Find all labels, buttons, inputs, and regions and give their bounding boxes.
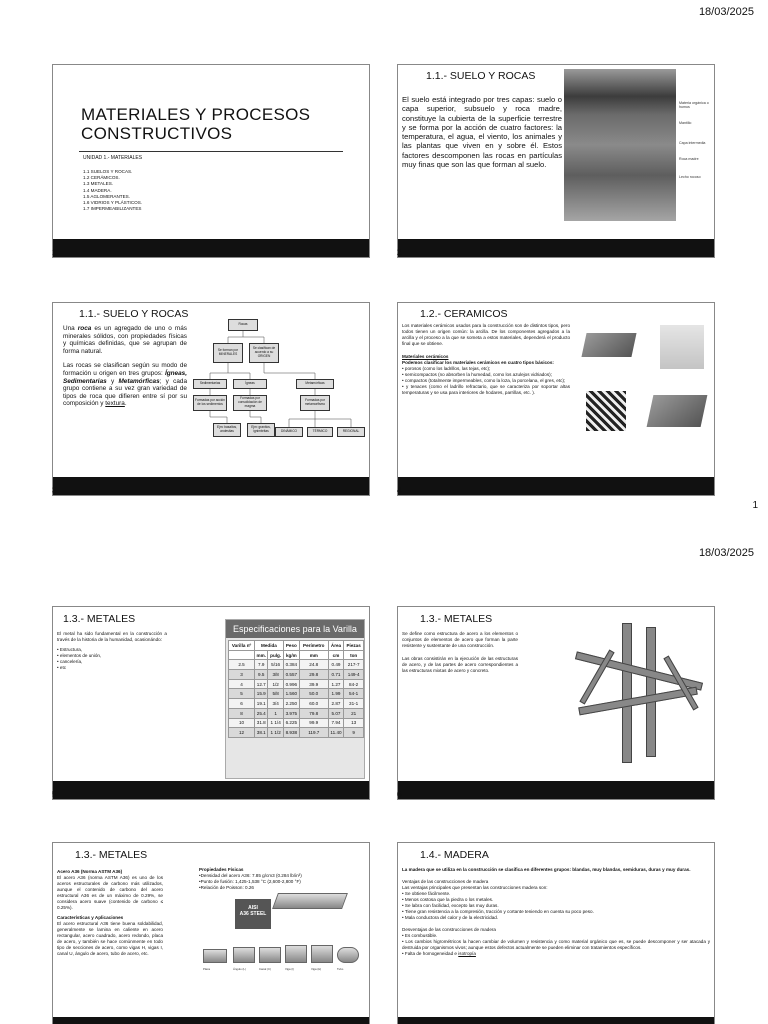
table-cell: 0.71 bbox=[328, 670, 344, 680]
slide-4-title: 1.2.- CERAMICOS bbox=[420, 308, 508, 320]
tree-root: Rocas bbox=[228, 319, 258, 331]
slide-5-body: El metal ha sido fundamental en la construcción a través de la historia de la humanidad, ocasionándo: • Estructura, • elementos de unión, • cancelería, • etc bbox=[57, 631, 167, 671]
steel-column bbox=[622, 623, 632, 763]
table-cell: 2.250 bbox=[283, 699, 299, 709]
slide-4 bbox=[397, 302, 715, 496]
table-cell: 54-1 bbox=[344, 689, 364, 699]
table-cell: 31.8 bbox=[255, 718, 268, 728]
table-row bbox=[229, 679, 364, 689]
table-cell: 15.9 bbox=[255, 689, 268, 699]
table-header-row bbox=[229, 650, 364, 660]
table-cell: 7.9 bbox=[255, 660, 268, 670]
table-title: Especificaciones para la Varilla bbox=[226, 620, 364, 638]
profile-label: Viga (H) bbox=[311, 967, 322, 971]
table-cell: 39.9 bbox=[299, 679, 328, 689]
slide-number: 2 bbox=[397, 248, 402, 257]
tree-node: DINÁMICO bbox=[275, 427, 303, 437]
refractory-brick-image bbox=[647, 395, 708, 427]
tree-node: Ejm: basaltos, andesitas bbox=[213, 423, 241, 437]
table-cell: 1/2 bbox=[268, 679, 283, 689]
table-cell: 0.49 bbox=[328, 660, 344, 670]
table-cell: ton bbox=[344, 650, 364, 660]
table-cell: 9 bbox=[344, 728, 364, 738]
ceramic-sheet-image bbox=[660, 325, 704, 369]
topic-list: 1.1 SUELOS Y ROCAS. 1.2 CERÁMICOS. 1.3 METALES. 1.4 MADERA. 1.5 AGLOMERANTES. 1.6 VIDRIOS Y PLÁSTICOS. 1.7 IMPERMEABILIZANTES bbox=[83, 169, 143, 212]
table-cell: 2.5 bbox=[229, 660, 255, 670]
table-header: Varilla nº bbox=[229, 641, 255, 651]
table-cell: 11.40 bbox=[328, 728, 344, 738]
table-cell: 79.8 bbox=[299, 708, 328, 718]
slide-8 bbox=[397, 842, 715, 1024]
tree-node: Formadas por consolidación de magma bbox=[233, 395, 267, 411]
table-cell: 29.8 bbox=[299, 670, 328, 680]
soil-label: Capa intermedia bbox=[679, 141, 706, 145]
slide-number: 4 bbox=[397, 486, 402, 495]
table-cell: 0.557 bbox=[283, 670, 299, 680]
table-cell: 5 bbox=[229, 689, 255, 699]
profile-label: Canal (C) bbox=[259, 967, 271, 971]
table-cell: mm. bbox=[255, 650, 268, 660]
slide-3-title: 1.1.- SUELO Y ROCAS bbox=[79, 308, 189, 320]
steel-profile-image bbox=[311, 945, 333, 963]
slide-6-body: Se define como estructura de acero a los elementos o conjuntos de elementos de acero que forman la parte resistente y sustentante de una construcción. Las obras consistirán en la ejecución de las estructuras de acero, y de las partes de acero correspondientes a las estructuras mixtas de acero y concreto. bbox=[402, 631, 518, 673]
soil-label: Lecho rocoso bbox=[679, 175, 701, 179]
steel-beam bbox=[578, 687, 698, 716]
table-header: Medida bbox=[255, 641, 284, 651]
slide-4-body: Los materiales cerámicos usados para la construcción son de distintos tipos, pero todos tienen un origen común: la arcilla. De los componentes agregados a la arcilla y el proceso a la que se someta a estos materiales, dependerá el producto final que se obtiene. Materiales cerámicos Podemos clasificar los materiales cerámicos en cuatro tipos básicos: • porosos (como los ladrillos, las tejas, etc); • semicompactos (no absorben la humedad, como los azulejos vidriados); • compactos (totalmente impermeables, como la loza, la porcelana, el gres, etc); • y tenaces (como el ladrillo refractario, que se caracteriza por soportar altas temperaturas y se usa para interiores de hodares, parrillas, etc. ). bbox=[402, 323, 570, 396]
slide-number: 6 bbox=[397, 790, 402, 799]
table-cell: 1.99 bbox=[328, 689, 344, 699]
table-header-row bbox=[229, 641, 364, 651]
table-cell: 84-2 bbox=[344, 679, 364, 689]
table-cell: 1 bbox=[268, 708, 283, 718]
tree-node: Formadas por acción de los sedimentos bbox=[193, 395, 227, 411]
table-row bbox=[229, 670, 364, 680]
slide-6-title: 1.3.- METALES bbox=[420, 613, 493, 625]
table-cell: 2.87 bbox=[328, 699, 344, 709]
table-cell: 50.0 bbox=[299, 689, 328, 699]
table-cell: 10 bbox=[229, 718, 255, 728]
table-cell: 6.225 bbox=[283, 718, 299, 728]
ceramic-tile-image bbox=[586, 391, 626, 431]
table-cell: 0.384 bbox=[283, 660, 299, 670]
table-cell: 9.5 bbox=[255, 670, 268, 680]
unit-label: UNIDAD 1.- MATERIALES bbox=[83, 155, 143, 161]
slide-6 bbox=[397, 606, 715, 800]
tree-node: Ígneas bbox=[233, 379, 267, 389]
isotropia-link[interactable]: isotropía bbox=[458, 951, 476, 956]
table-cell: 19.1 bbox=[255, 699, 268, 709]
steel-profile-image bbox=[203, 949, 227, 963]
profile-label: Viga (I) bbox=[285, 967, 294, 971]
table-cell: 5/8 bbox=[268, 689, 283, 699]
slide-number: 1 bbox=[52, 248, 57, 257]
a36-steel-badge: AISI A36 STEEL bbox=[235, 899, 271, 929]
page-date: 18/03/2025 bbox=[698, 6, 754, 18]
slide-footer-bar bbox=[398, 1017, 714, 1024]
table-cell: 3/4 bbox=[268, 699, 283, 709]
table-cell: 4 bbox=[229, 679, 255, 689]
soil-label: Materia orgánica o humus bbox=[679, 101, 709, 109]
brick-image bbox=[581, 333, 636, 357]
table-cell: 8.938 bbox=[283, 728, 299, 738]
table-row bbox=[229, 718, 364, 728]
tree-node: Se forman por MINERALES bbox=[213, 343, 243, 363]
table-cell: 1 1/2 bbox=[268, 728, 283, 738]
table-header: Área bbox=[328, 641, 344, 651]
steel-column bbox=[646, 627, 656, 757]
soil-label: Mantillo bbox=[679, 121, 692, 125]
page-date: 18/03/2025 bbox=[698, 547, 754, 559]
table-cell: 12.7 bbox=[255, 679, 268, 689]
slide-8-title: 1.4.- MADERA bbox=[420, 849, 489, 861]
table-cell: 6 bbox=[229, 699, 255, 709]
slide-footer-bar bbox=[398, 477, 714, 495]
table-cell: 1.560 bbox=[283, 689, 299, 699]
slide-footer-bar bbox=[53, 239, 369, 257]
soil-label: Roca madre bbox=[679, 157, 699, 161]
slide-footer-bar bbox=[53, 781, 369, 799]
slide-5 bbox=[52, 606, 370, 800]
textura-link[interactable]: textura bbox=[105, 400, 125, 408]
slide-7-title: 1.3.- METALES bbox=[75, 849, 148, 861]
slide-7-body: Acero A36 (Norma ASTM A36) El acero A36 (norma ASTM A36) es uno de los aceros estructurales de carbono más utilizados, aunque el contenido de carbono del acero estructural A36 es de un máximo de 0.29%, se considera acero suave (contenido de carbono ≤ 0.25%). Características y Aplicaciones El acero estructural A36 tiene buena soldabilidad, generalmente se lamina en caliente en acero rectangular, acero cuadrado, acero redondo, placa de acero, y también se hace comúnmente en todo tipo de secciones de acero, como vigas H, vigas I, canal U, ángulo de acero, tubo de acero, etc. bbox=[57, 869, 163, 956]
table-header: Perímetro bbox=[299, 641, 328, 651]
steel-profile-image bbox=[337, 947, 359, 963]
page-number: 1 bbox=[752, 500, 758, 511]
slide-2-body: El suelo está integrado por tres capas: suelo o capa superior, subsuelo y roca madre, constituye la cubierta de la superficie terrestre y se forma por la acción de cuatro factores: la temperatura, el agua, el viento, los animales y las plantas que viven en y sobre él. Estos factores descomponen las rocas en partículas muy finas que son las que forman al suelo. bbox=[402, 95, 562, 170]
table-cell: 25.4 bbox=[255, 708, 268, 718]
steel-profile-image bbox=[285, 945, 307, 963]
table-cell bbox=[229, 650, 255, 660]
table-header: Peso bbox=[283, 641, 299, 651]
slide-footer-bar bbox=[398, 781, 714, 799]
table-cell: kg/m bbox=[283, 650, 299, 660]
slide-number: 3 bbox=[52, 486, 57, 495]
soil-layers-image bbox=[564, 69, 676, 221]
tree-node: Ejm: granitos, ignimbritas bbox=[247, 423, 275, 437]
table-row bbox=[229, 660, 364, 670]
table-cell: 1.27 bbox=[328, 679, 344, 689]
profile-label: Tubo bbox=[337, 967, 344, 971]
profile-label: Ángulo (L) bbox=[233, 967, 246, 971]
table-cell: 21 bbox=[344, 708, 364, 718]
table-cell: 24.8 bbox=[299, 660, 328, 670]
steel-beam-image bbox=[272, 893, 348, 909]
table-cell: 119.7 bbox=[299, 728, 328, 738]
table-cell: 38.1 bbox=[255, 728, 268, 738]
slide-2-title: 1.1.- SUELO Y ROCAS bbox=[426, 70, 536, 82]
steel-profile-image bbox=[259, 947, 281, 963]
table-cell: 7.94 bbox=[328, 718, 344, 728]
table-cell: 149-4 bbox=[344, 670, 364, 680]
slide-1-title: MATERIALES Y PROCESOS CONSTRUCTIVOS bbox=[81, 105, 311, 143]
steel-profile-image bbox=[233, 947, 255, 963]
table-cell: 3/8 bbox=[268, 670, 283, 680]
tree-node: REGIONAL bbox=[337, 427, 365, 437]
table-row bbox=[229, 689, 364, 699]
slide-footer-bar bbox=[53, 1017, 369, 1024]
table-cell: 12 bbox=[229, 728, 255, 738]
table-cell: 0.996 bbox=[283, 679, 299, 689]
tree-node: Metamórficas bbox=[296, 379, 334, 389]
table-row bbox=[229, 699, 364, 709]
table-cell: 99.9 bbox=[299, 718, 328, 728]
slide-3-body: Una roca es un agregado de uno o más minerales sólidos, con propiedades físicas y químicas definidas, que se agrupan de forma natural. Las rocas se clasifican según su modo de formación u origen en tres grupos: Ígneas, Sedimentarias y Metamórficas; y cada grupo contiene a su vez gran variedad de tipos de roca que difieren entre sí por su composición y textura. bbox=[63, 325, 187, 408]
table-cell: 217-7 bbox=[344, 660, 364, 670]
table-cell: mm bbox=[299, 650, 328, 660]
spec-table bbox=[228, 640, 364, 738]
table-cell: pulg. bbox=[268, 650, 283, 660]
table-cell: 13 bbox=[344, 718, 364, 728]
slide-2 bbox=[397, 64, 715, 258]
rebar-spec-table bbox=[225, 619, 365, 779]
table-cell: 1 1/4 bbox=[268, 718, 283, 728]
slide-3 bbox=[52, 302, 370, 496]
table-cell: 5/16 bbox=[268, 660, 283, 670]
table-cell: 8 bbox=[229, 708, 255, 718]
table-cell: 3.975 bbox=[283, 708, 299, 718]
tree-node: Se clasifican de acuerdo a su ORIGEN bbox=[249, 343, 279, 363]
table-cell: 31-1 bbox=[344, 699, 364, 709]
slide-5-title: 1.3.- METALES bbox=[63, 613, 136, 625]
profile-label: Placa bbox=[203, 967, 210, 971]
slide-footer-bar bbox=[398, 239, 714, 257]
physical-properties: Propiedades Físicas •Densidad del acero A36: 7.85 g/cm3 (0.284 lb/in³) •Punto de fusión: 1,425-1,538 °C (2,600-2,800 °F) •Relación de Poisson: 0.26 bbox=[199, 867, 302, 890]
tree-node: Sedimentarias bbox=[193, 379, 227, 389]
tree-node: Formadas por metamorfismo bbox=[300, 395, 330, 411]
table-cell: 3 bbox=[229, 670, 255, 680]
tree-connectors bbox=[53, 303, 370, 496]
table-cell: 5.07 bbox=[328, 708, 344, 718]
table-cell: cm bbox=[328, 650, 344, 660]
divider bbox=[79, 151, 343, 152]
table-cell: 60.0 bbox=[299, 699, 328, 709]
slide-number: 5 bbox=[52, 790, 57, 799]
slide-7 bbox=[52, 842, 370, 1024]
slide-8-body: La madera que se utiliza en la construcción se clasifica en diferentes grupos: blandas, muy blandas, semiduras, duras y muy duras. Ventajas de las construcciones de madera Las ventajas principales que presentan las construcciones madera son: • Se obtiene fácilmente. • Menos costosa que la piedra o los metales. • Se labra con facilidad, excepto las muy duras. • Tiene gran resistencia a la compresión, tracción y cortante teniendo en cuenta su poco peso. • Mala conductora del calor y de la electricidad. Desventajas de las construcciones de madera • Es combustible. • Los cambios higrométricos la hacen cambiar de volumen y resistencia y como material orgánico que es, se puede descomponer y ser atacada y destruida por organismos vivos; aunque estos defectos actualmente se pueden eliminar con tratamientos específicos. • Falta de homogeneidad e isotropía bbox=[402, 867, 710, 957]
slide-footer-bar bbox=[53, 477, 369, 495]
table-row bbox=[229, 708, 364, 718]
table-header: Piezas bbox=[344, 641, 364, 651]
table-row bbox=[229, 728, 364, 738]
slide-1 bbox=[52, 64, 370, 258]
tree-node: TÉRMICO bbox=[307, 427, 333, 437]
